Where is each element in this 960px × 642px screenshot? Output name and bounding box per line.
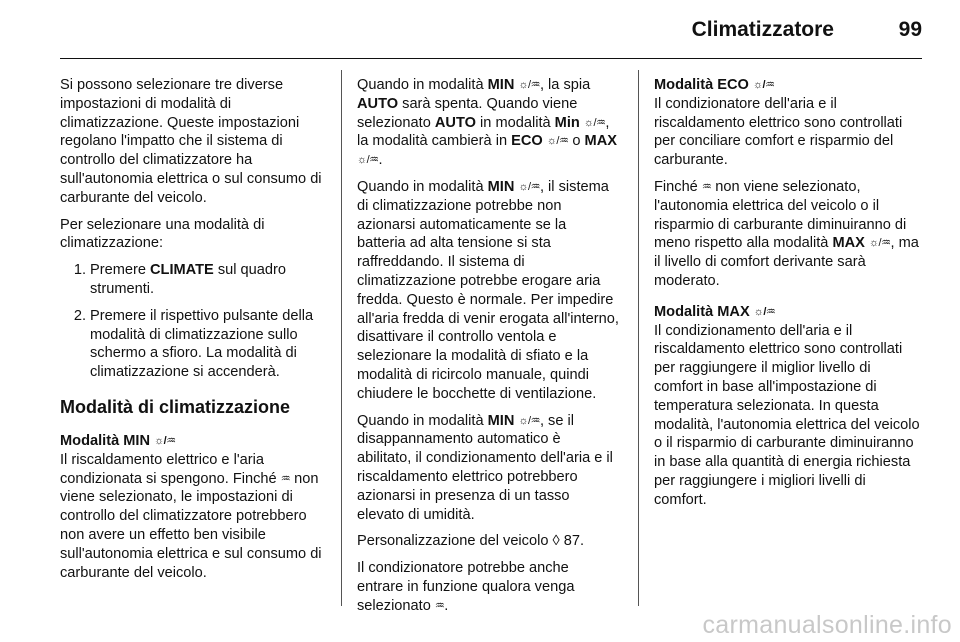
customization-reference: Personalizzazione del veicolo ◊ 87. — [357, 533, 585, 550]
fan-snow-icon: ☼/♒ — [752, 79, 775, 91]
eco-heading: Modalità ECO ☼/♒ — [654, 77, 775, 93]
step-number: 1. — [73, 262, 86, 279]
defog-paragraph: Quando in modalità MIN ☼/♒, se il disappannamento automatico è abilitato, il condizionamento dell'aria e il riscaldamento elettrico potrebbero azionarsi in presenza di un tasso elevato di umidità. — [357, 412, 613, 523]
column-1 — [60, 76, 322, 590]
step-text: Premere il rispettivo pulsante della modalità di climatizzazione sullo schermo a sfioro. La modalità di climatizzazione si accenderà. — [90, 307, 314, 381]
step-1 — [60, 261, 322, 299]
page-number: 99 — [898, 18, 922, 41]
eco-paragraph-2: Finché ♒ non viene selezionato, l'autonomia elettrica del veicolo o il risparmio di carburante diminuiranno di meno rispetto alla modalità MAX ☼/♒, ma il livello di comfort derivante sarà moderato. — [654, 178, 919, 289]
column-divider — [341, 70, 342, 606]
section-title: Modalità di climatizzazione — [60, 396, 291, 417]
fan-snow-icon: ☼/♒ — [518, 414, 540, 427]
column-2 — [357, 76, 619, 624]
max-paragraph: Il condizionamento dell'aria e il riscaldamento elettrico sono controllati per raggiungere il miglior livello di comfort in base all'impostazione di temperatura selezionata. In questa modalità, l'autonomia elettrica del veicolo o il risparmio di carburante diminuiranno in base alla quantità di energia richiesta per raggiungere i migliori livelli di comfort. — [654, 322, 920, 508]
min-heading: Modalità MIN ☼/♒ — [60, 432, 176, 449]
eco-paragraph: Il condizionatore dell'aria e il riscaldamento elettrico sono controllati per conciliare comfort e risparmio del carburante. — [654, 95, 903, 169]
min-paragraph: Il riscaldamento elettrico e l'aria condizionata si spengono. Finché ♒ non viene selezionato, le impostazioni di controllo del climatizzatore potrebbero non avere un effetto ben visibile sull'autonomia elettrica e sul consumo di carburante del veicolo. — [60, 451, 322, 581]
fan-icon: ♒ — [280, 472, 291, 485]
page-reference: ◊ 87. — [552, 533, 585, 550]
auto-paragraph: Quando in modalità MIN ☼/♒, la spia AUTO sarà spenta. Quando viene selezionato AUTO in modalità Min ☼/♒, la modalità cambierà in ECO ☼/♒ o MAX ☼/♒. — [357, 77, 617, 169]
battery-paragraph: Quando in modalità MIN ☼/♒, il sistema di climatizzazione potrebbe non azionarsi automaticamente se la batteria ad alta tensione si sta raffreddando. Il sistema di climatizzazione potrebbe erogare aria fredda. Questo è normale. Per impedire all'aria fredda di venir erogata all'interno, disattivare il controllo ventola e selezionare la modalità di sfiato e la modalità di ricircolo manuale, quindi chiudere le bocchette di ventilazione. — [357, 178, 619, 402]
ac-paragraph: Il condizionatore potrebbe anche entrare in funzione qualora venga selezionato ♒. — [357, 560, 575, 614]
max-heading: Modalità MAX ☼/♒ — [654, 303, 776, 320]
fan-snow-icon: ☼/♒ — [546, 135, 569, 148]
fan-snow-icon: ☼/♒ — [753, 305, 776, 318]
fan-snow-icon: ☼/♒ — [357, 154, 379, 167]
fan-snow-icon: ☼/♒ — [518, 180, 540, 193]
page-title: Climatizzatore — [691, 18, 834, 41]
fan-snow-icon: ☼/♒ — [868, 237, 891, 250]
fan-icon: ♒ — [701, 180, 712, 193]
step-number: 2. — [73, 307, 86, 324]
column-3 — [654, 76, 922, 518]
fan-snow-icon: ☼/♒ — [518, 79, 540, 91]
column-divider — [638, 70, 639, 606]
intro-paragraph: Si possono selezionare tre diverse impostazioni di modalità di climatizzazione. Queste impostazioni regolano l'impatto che il sistema di controllo del climatizzatore ha sull'autonomia elettrica o sul consumo di carburante del veicolo. — [60, 77, 322, 206]
watermark: carmanualsonline.info — [702, 611, 952, 639]
fan-snow-icon: ☼/♒ — [583, 116, 606, 129]
fan-snow-icon: ☼/♒ — [154, 434, 176, 447]
step-text: Premere CLIMATE sul quadro strumenti. — [90, 262, 287, 297]
select-intro: Per selezionare una modalità di climatizzazione: — [60, 216, 265, 252]
step-2 — [60, 307, 322, 382]
page-header — [60, 16, 922, 59]
fan-icon: ♒ — [434, 599, 445, 612]
